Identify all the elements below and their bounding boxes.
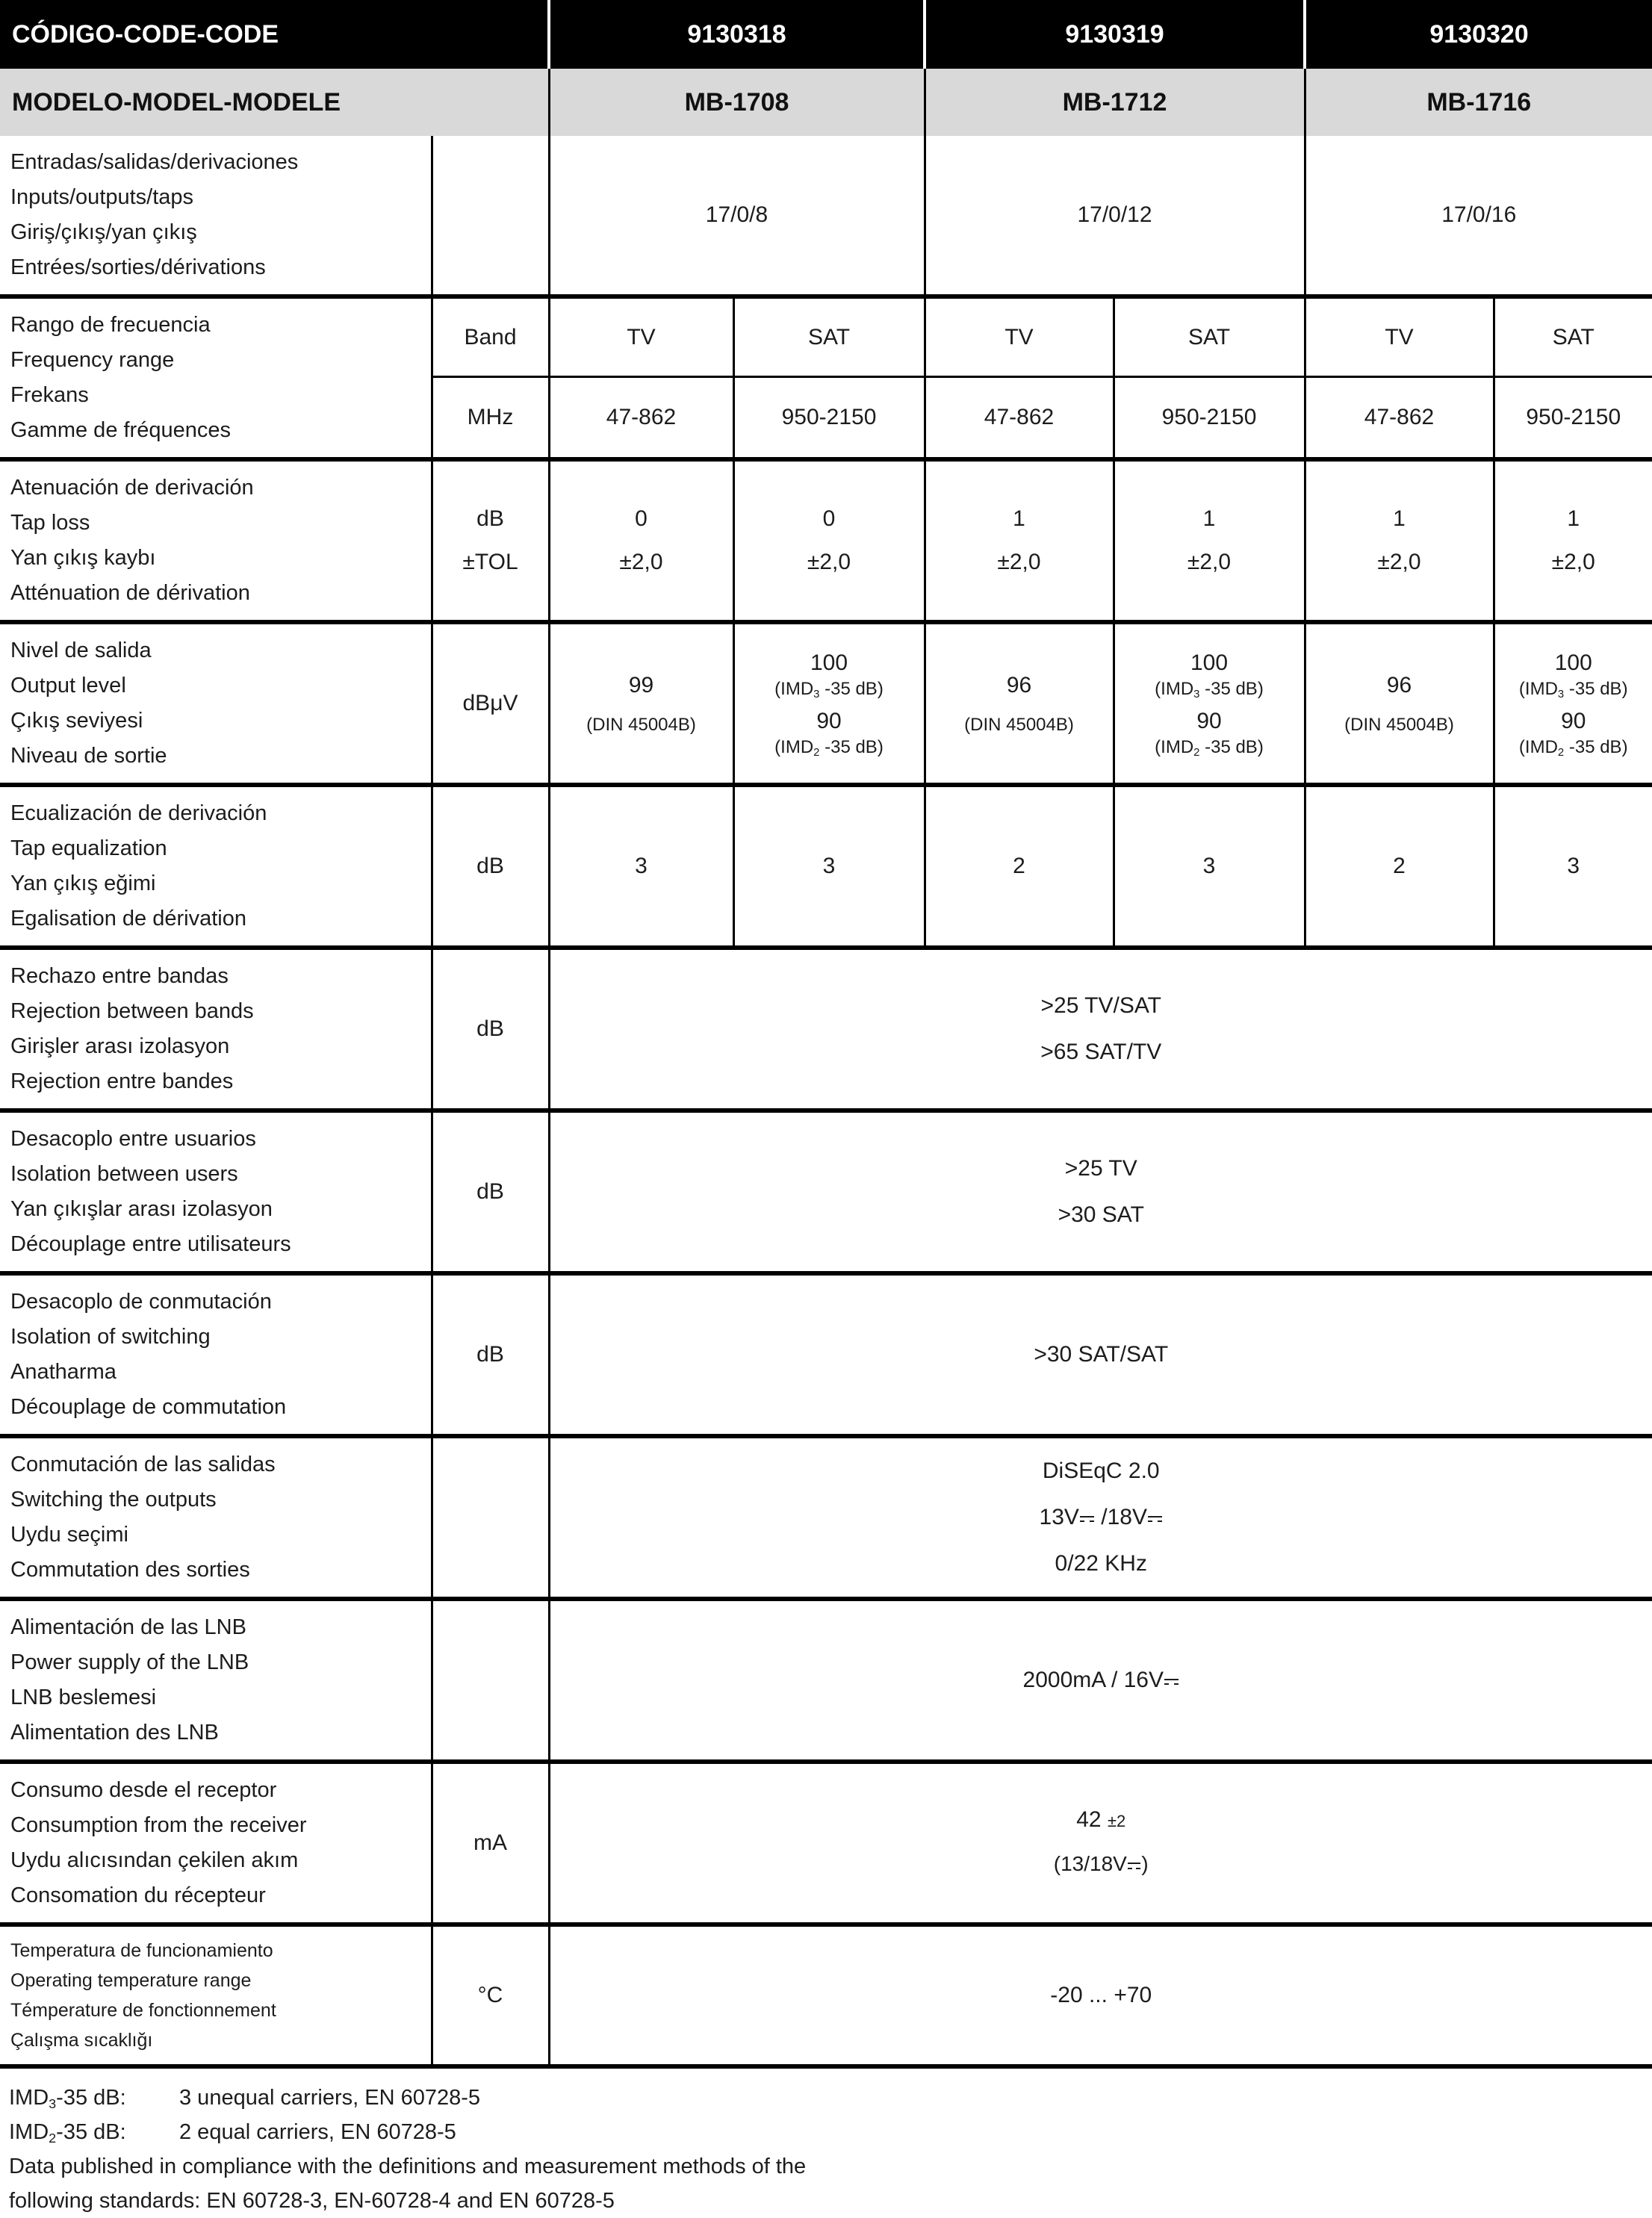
lnb-unit (432, 1599, 549, 1762)
footnote-imd2 (9, 2115, 1652, 2149)
output-note: (DIN 45004B) (1306, 713, 1493, 737)
row-taploss (0, 459, 1652, 622)
row-io (0, 136, 1652, 296)
label-line: Rango de frecuencia (10, 308, 425, 343)
tapeq-value-3: 2 (925, 785, 1114, 948)
model-header-label: MODELO-MODEL-MODELE (0, 69, 549, 136)
row-tapeq (0, 785, 1652, 948)
label-line: Girişler arası izolasyon (10, 1029, 425, 1064)
footnote-compliance-1: Data published in compliance with the definitions and measurement methods of the (9, 2149, 1652, 2184)
code-header-row (0, 0, 1652, 69)
isolation-users-unit: dB (432, 1110, 549, 1273)
output-cell-tv-3 (1305, 622, 1494, 785)
consumption-main (1076, 1807, 1125, 1832)
range-tv-1: 47-862 (549, 377, 733, 459)
io-value-mb1708: 17/0/8 (549, 136, 925, 296)
label-line: Uydu seçimi (10, 1518, 425, 1553)
isolation-line: >30 SAT/SAT (550, 1332, 1652, 1378)
band-sat-1: SAT (733, 296, 925, 377)
switching-line: DiSEqC 2.0 (550, 1448, 1652, 1494)
row-isolation-switching-label (0, 1273, 432, 1436)
label-line: Yan çıkış eğimi (10, 866, 425, 901)
io-value-mb1716: 17/0/16 (1305, 136, 1652, 296)
row-switching (0, 1436, 1652, 1599)
label-line: Commutation des sorties (10, 1553, 425, 1588)
taploss-value: 1 (1306, 503, 1493, 535)
model-mb1716: MB-1716 (1305, 69, 1652, 136)
band-unit: Band (432, 296, 549, 377)
consumption-value (549, 1762, 1652, 1925)
taploss-cell-5 (1305, 459, 1494, 622)
label-line: Desacoplo entre usuarios (10, 1122, 425, 1157)
row-rejection-label (0, 948, 432, 1110)
label-line: Uydu alıcısından çekilen akım (10, 1843, 425, 1878)
code-9130320: 9130320 (1305, 0, 1652, 69)
output-value: 90 (1115, 706, 1304, 736)
taploss-tol: ±2,0 (1306, 546, 1493, 579)
switching-unit (432, 1436, 549, 1599)
row-consumption-label (0, 1762, 432, 1925)
label-line: Gamme de fréquences (10, 413, 425, 448)
label-line: Entradas/salidas/derivaciones (10, 145, 425, 180)
dc-current-icon (1080, 1515, 1094, 1524)
row-consumption (0, 1762, 1652, 1925)
taploss-cell-3 (925, 459, 1114, 622)
model-header-row (0, 69, 1652, 136)
lnb-value (549, 1599, 1652, 1762)
isolation-line: >30 SAT (550, 1192, 1652, 1238)
rejection-line: >65 SAT/TV (550, 1029, 1652, 1075)
label-line: Témperature de fonctionnement (10, 1995, 425, 2025)
label-line: Rechazo entre bandas (10, 959, 425, 994)
switching-line: 13V /18V (550, 1494, 1652, 1541)
label-line: Tap equalization (10, 831, 425, 866)
label-line: Operating temperature range (10, 1966, 425, 1995)
output-value: 90 (1495, 706, 1652, 736)
range-sat-3: 950-2150 (1494, 377, 1652, 459)
range-sat-1: 950-2150 (733, 377, 925, 459)
label-line: Nivel de salida (10, 633, 425, 668)
footnote-desc: 3 unequal carriers, EN 60728-5 (179, 2086, 480, 2110)
label-line: Rejection entre bandes (10, 1064, 425, 1099)
label-line: Conmutación de las salidas (10, 1447, 425, 1482)
dc-current-icon (1128, 1862, 1140, 1871)
footnote-term: $IMD_2-35$ dB: (9, 2115, 179, 2149)
label-line: Çıkış seviyesi (10, 703, 425, 739)
range-sat-2: 950-2150 (1114, 377, 1305, 459)
label-line: Power supply of the LNB (10, 1645, 425, 1680)
taploss-tol: ±2,0 (735, 546, 924, 579)
band-sat-3: SAT (1494, 296, 1652, 377)
tapeq-value-4: 3 (1114, 785, 1305, 948)
row-output-label (0, 622, 432, 785)
label-line: Temperatura de funcionamiento (10, 1936, 425, 1966)
footnote-imd3 (9, 2081, 1652, 2115)
output-cell-tv-2 (925, 622, 1114, 785)
row-temperature (0, 1925, 1652, 2066)
taploss-value: 0 (735, 503, 924, 535)
taploss-value: 1 (926, 503, 1113, 535)
dc-current-icon (1164, 1677, 1179, 1687)
row-output (0, 622, 1652, 785)
label-line: Niveau de sortie (10, 739, 425, 774)
isolation-line: >25 TV (550, 1146, 1652, 1192)
label-line: Isolation between users (10, 1157, 425, 1192)
mhz-unit: MHz (432, 377, 549, 459)
output-cell-sat-3 (1494, 622, 1652, 785)
unit-line: ±TOL (433, 546, 548, 579)
label-line: Frequency range (10, 343, 425, 378)
output-value: 100 (1115, 648, 1304, 678)
taploss-tol: ±2,0 (926, 546, 1113, 579)
label-line: Yan çıkış kaybı (10, 541, 425, 576)
label-line: Consumo desde el receptor (10, 1773, 425, 1808)
footnotes (0, 2069, 1652, 2218)
output-note: ($IMD_2$ -35 dB) (735, 736, 924, 759)
temperature-unit: °C (432, 1925, 549, 2066)
code-header-label: CÓDIGO-CODE-CODE (0, 0, 549, 69)
label-line: Découplage entre utilisateurs (10, 1227, 425, 1262)
output-note: (DIN 45004B) (926, 713, 1113, 737)
row-tapeq-label (0, 785, 432, 948)
io-value-mb1712: 17/0/12 (925, 136, 1305, 296)
output-cell-tv-1 (549, 622, 733, 785)
row-frequency-band (0, 296, 1652, 377)
tapeq-value-2: 3 (733, 785, 925, 948)
model-mb1712: MB-1712 (925, 69, 1305, 136)
label-line: Isolation of switching (10, 1320, 425, 1355)
code-9130319: 9130319 (925, 0, 1305, 69)
label-line: Consomation du récepteur (10, 1878, 425, 1913)
label-line: Yan çıkışlar arası izolasyon (10, 1192, 425, 1227)
row-taploss-label (0, 459, 432, 622)
label-line: Egalisation de dérivation (10, 901, 425, 936)
row-lnb-label (0, 1599, 432, 1762)
output-note: ($IMD_3$ -35 dB) (1495, 678, 1652, 700)
footnote-compliance-2: following standards: EN 60728-3, EN-60728-4 and EN 60728-5 (9, 2184, 1652, 2218)
label-line: Giriş/çıkış/yan çıkış (10, 215, 425, 250)
row-io-label (0, 136, 432, 296)
label-line: Anatharma (10, 1355, 425, 1390)
band-sat-2: SAT (1114, 296, 1305, 377)
footnote-desc: 2 equal carriers, EN 60728-5 (179, 2120, 456, 2144)
label-line: Frekans (10, 378, 425, 413)
output-value: 100 (735, 648, 924, 678)
label-line: Consumption from the receiver (10, 1808, 425, 1843)
switching-line: 0/22 KHz (550, 1541, 1652, 1587)
taploss-cell-2 (733, 459, 925, 622)
consumption-tolerance: ±2 (1108, 1812, 1125, 1830)
taploss-tol: ±2,0 (1495, 546, 1652, 579)
label-line: Inputs/outputs/taps (10, 180, 425, 215)
label-line: Découplage de commutation (10, 1390, 425, 1425)
isolation-switching-value (549, 1273, 1652, 1436)
isolation-users-value (549, 1110, 1652, 1273)
label-line: Output level (10, 668, 425, 703)
footnote-term: $IMD_3-35$ dB: (9, 2081, 179, 2115)
label-line: LNB beslemesi (10, 1680, 425, 1715)
output-note: ($IMD_3$ -35 dB) (735, 678, 924, 700)
range-tv-2: 47-862 (925, 377, 1114, 459)
output-unit: dBμV (432, 622, 549, 785)
rejection-value (549, 948, 1652, 1110)
dc-current-icon (1148, 1515, 1162, 1524)
taploss-tol: ±2,0 (550, 546, 733, 579)
temperature-value: -20 ... +70 (549, 1925, 1652, 2066)
range-tv-3: 47-862 (1305, 377, 1494, 459)
output-value: 100 (1495, 648, 1652, 678)
row-frequency-label (0, 296, 432, 459)
taploss-value: 1 (1495, 503, 1652, 535)
row-temperature-label (0, 1925, 432, 2066)
band-tv-1: TV (549, 296, 733, 377)
row-rejection (0, 948, 1652, 1110)
label-line: Atenuación de derivación (10, 470, 425, 506)
taploss-tol: ±2,0 (1115, 546, 1304, 579)
output-cell-sat-2 (1114, 622, 1305, 785)
tapeq-unit: dB (432, 785, 549, 948)
label-line: Desacoplo de conmutación (10, 1284, 425, 1320)
label-line: Atténuation de dérivation (10, 576, 425, 611)
output-cell-sat-1 (733, 622, 925, 785)
taploss-cell-6 (1494, 459, 1652, 622)
label-line: Rejection between bands (10, 994, 425, 1029)
isolation-switching-unit: dB (432, 1273, 549, 1436)
label-line: Çalışma sıcaklığı (10, 2025, 425, 2055)
taploss-unit (432, 459, 549, 622)
output-value: 96 (1306, 670, 1493, 701)
output-value: 99 (550, 670, 733, 701)
taploss-cell-1 (549, 459, 733, 622)
consumption-note: (13/18V ) (550, 1849, 1652, 1879)
switching-value (549, 1436, 1652, 1599)
label-line: Tap loss (10, 506, 425, 541)
band-tv-2: TV (925, 296, 1114, 377)
taploss-value: 0 (550, 503, 733, 535)
output-note: (DIN 45004B) (550, 713, 733, 737)
lnb-line: 2000mA / 16V (550, 1657, 1652, 1703)
tapeq-value-6: 3 (1494, 785, 1652, 948)
tapeq-value-5: 2 (1305, 785, 1494, 948)
label-line: Alimentación de las LNB (10, 1610, 425, 1645)
row-switching-label (0, 1436, 432, 1599)
taploss-value: 1 (1115, 503, 1304, 535)
row-io-unit (432, 136, 549, 296)
model-mb1708: MB-1708 (549, 69, 925, 136)
output-value: 96 (926, 670, 1113, 701)
row-isolation-users-label (0, 1110, 432, 1273)
row-isolation-users (0, 1110, 1652, 1273)
output-note: ($IMD_2$ -35 dB) (1495, 736, 1652, 759)
output-note: ($IMD_3$ -35 dB) (1115, 678, 1304, 700)
tapeq-value-1: 3 (549, 785, 733, 948)
row-isolation-switching (0, 1273, 1652, 1436)
consumption-unit: mA (432, 1762, 549, 1925)
label-line: Entrées/sorties/dérivations (10, 250, 425, 285)
label-line: Ecualización de derivación (10, 796, 425, 831)
label-line: Alimentation des LNB (10, 1715, 425, 1751)
row-lnb (0, 1599, 1652, 1762)
taploss-cell-4 (1114, 459, 1305, 622)
label-line: Switching the outputs (10, 1482, 425, 1518)
rejection-line: >25 TV/SAT (550, 983, 1652, 1029)
band-tv-3: TV (1305, 296, 1494, 377)
consumption-number: 42 (1076, 1807, 1101, 1832)
output-value: 90 (735, 706, 924, 736)
rejection-unit: dB (432, 948, 549, 1110)
code-9130318: 9130318 (549, 0, 925, 69)
output-note: ($IMD_2$ -35 dB) (1115, 736, 1304, 759)
unit-line: dB (433, 503, 548, 535)
